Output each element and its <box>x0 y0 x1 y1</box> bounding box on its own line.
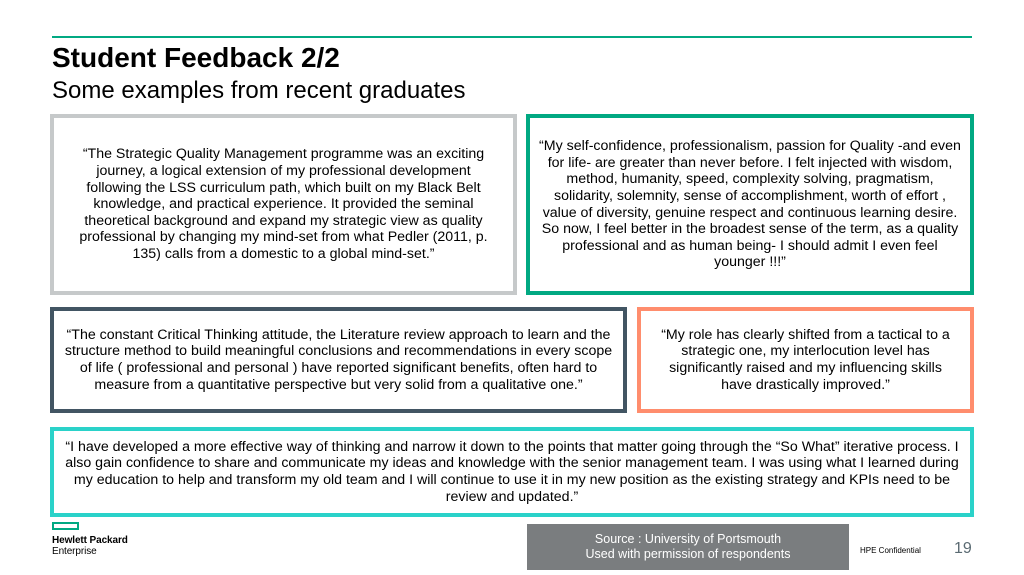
quote-box-5 <box>50 427 974 517</box>
logo-line-2: Enterprise <box>52 546 97 557</box>
quote-box-4 <box>637 307 974 413</box>
quote-box-1 <box>50 114 517 295</box>
quote-text-1: “The Strategic Quality Management programme was an exciting journey, a logical extension of my professional development following the LSS curriculum path, which built on my Black Belt knowledge, and practical experience. It provided the seminal theoretical background and expand my strategic view as quality professional by changing my mind-set from what Pedler (2011, p. 135) calls from a domestic to a global mind-set.” <box>79 146 488 262</box>
quote-text-2: “My self-confidence, professionalism, passion for Quality -and even for life- are greater than never before. I felt injected with wisdom, method, humanity, speed, complexity solving, pragmatism, solidarity, solemnity, sense of accomplishment, worth of effort , value of diversity, genuine respect and continuous learning desire. So now, I feel better in the broadest sense of the term, as a quality professional and as human being- I should admit I even feel younger !!!” <box>539 138 961 271</box>
quote-box-3 <box>50 307 627 413</box>
source-line-1: Source : University of Portsmouth <box>594 532 782 546</box>
quote-text-5: “I have developed a more effective way of thinking and narrow it down to the points that matter going through the “So What” iterative process. I also gain confidence to share and communicate my ideas and knowledge with the senior management team. I was using what I learned during my education to help and transform my old team and I will continue to use it in my new position as the existing strategy and KPIs need to be review and updated.” <box>65 438 959 505</box>
quote-box-2 <box>526 114 974 295</box>
confidential-label: HPE Confidential <box>860 546 921 555</box>
quote-text-3: “The constant Critical Thinking attitude, the Literature review approach to learn and the structure method to build meaningful conclusions and recommendations in every scope of life ( professional and personal ) have reported significant benefits, often hard to measure from a quantitative perspective but very solid from a qualitative one.” <box>64 326 613 393</box>
slide-subtitle: Some examples from recent graduates <box>52 77 466 104</box>
hpe-logo-icon <box>52 522 79 530</box>
quote-text-4: “My role has clearly shifted from a tactical to a strategic one, my interlocution level has significantly raised and my influencing skills have drastically improved.” <box>661 326 950 393</box>
hpe-logo <box>52 522 128 557</box>
logo-line-1: Hewlett Packard <box>52 535 128 546</box>
title-divider <box>52 36 972 38</box>
source-line-2: Used with permission of respondents <box>585 547 791 561</box>
source-box <box>527 524 849 570</box>
slide-title: Student Feedback 2/2 <box>52 42 340 73</box>
page-number: 19 <box>954 540 972 557</box>
